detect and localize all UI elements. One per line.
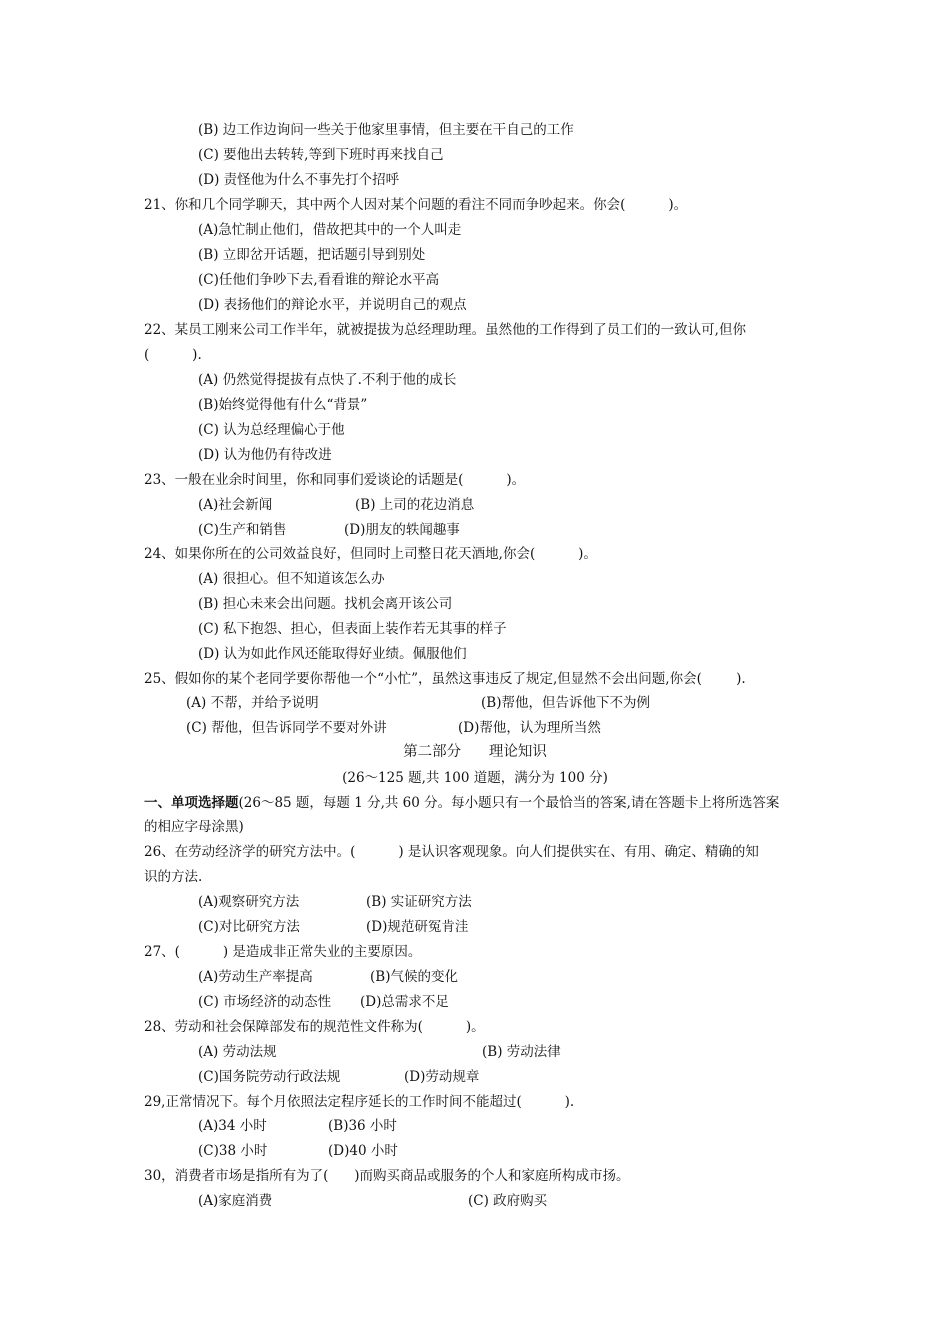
q29-option-c: (C)38 小时 bbox=[198, 1143, 268, 1159]
q25-stem: 25、假如你的某个老同学要你帮他一个“小忙”，虽然这事违反了规定,但显然不会出问题,你会( ). bbox=[144, 671, 746, 687]
section1-instruction: (26～85 题，每题 1 分,共 60 分。每小题只有一个最恰当的答案,请在答题卡上将所选答案 bbox=[238, 795, 780, 811]
q26-stem-line2: 识的方法. bbox=[144, 869, 203, 885]
q29-option-a: (A)34 小时 bbox=[198, 1118, 267, 1134]
q26-option-b: (B) 实证研究方法 bbox=[366, 894, 472, 910]
section1-instruction-line1 bbox=[144, 794, 779, 812]
q20-option-b: (B) 边工作边询问一些关于他家里事情，但主要在干自己的工作 bbox=[198, 122, 574, 138]
q27-option-a: (A)劳动生产率提高 bbox=[198, 969, 313, 985]
q29-stem: 29,正常情况下。每个月依照法定程序延长的工作时间不能超过( ). bbox=[144, 1094, 575, 1110]
q22-option-c: (C) 认为总经理偏心于他 bbox=[198, 422, 345, 438]
q23-option-c: (C)生产和销售 bbox=[198, 522, 287, 538]
q27-option-b: (B)气候的变化 bbox=[370, 969, 458, 985]
q22-stem-line2: ( ). bbox=[144, 347, 202, 363]
q21-option-a: (A)急忙制止他们，借故把其中的一个人叫走 bbox=[198, 222, 462, 238]
q24-option-b: (B) 担心未来会出问题。找机会离开该公司 bbox=[198, 596, 453, 612]
q28-option-b: (B) 劳动法律 bbox=[482, 1044, 561, 1060]
q20-option-d: (D) 责怪他为什么不事先打个招呼 bbox=[198, 172, 400, 188]
q24-option-a: (A) 很担心。但不知道该怎么办 bbox=[198, 571, 385, 587]
q22-option-a: (A) 仍然觉得提拔有点快了.不利于他的成长 bbox=[198, 372, 457, 388]
q22-option-d: (D) 认为他仍有待改进 bbox=[198, 447, 332, 463]
q20-option-c: (C) 要他出去转转,等到下班时再来找自己 bbox=[198, 147, 444, 163]
part2-title: 第二部分 理论知识 bbox=[403, 744, 547, 760]
q27-option-c: (C) 市场经济的动态性 bbox=[198, 994, 332, 1010]
q26-option-a: (A)观察研究方法 bbox=[198, 894, 300, 910]
q28-option-c: (C)国务院劳动行政法规 bbox=[198, 1069, 341, 1085]
q24-option-d: (D) 认为如此作风还能取得好业绩。佩服他们 bbox=[198, 646, 467, 662]
q28-option-a: (A) 劳动法规 bbox=[198, 1044, 277, 1060]
q21-option-c: (C)任他们争吵下去,看看谁的辩论水平高 bbox=[198, 272, 440, 288]
section1-heading: 一、单项选择题 bbox=[144, 795, 239, 811]
q30-stem: 30，消费者市场是指所有为了( )而购买商品或服务的个人和家庭所构成市扬。 bbox=[144, 1168, 630, 1184]
q28-stem: 28、劳动和社会保障部发布的规范性文件称为( )。 bbox=[144, 1019, 485, 1035]
q23-option-a: (A)社会新闻 bbox=[198, 497, 273, 513]
q25-option-d: (D)帮他，认为理所当然 bbox=[458, 720, 601, 736]
q21-option-d: (D) 表扬他们的辩论水平，并说明自己的观点 bbox=[198, 297, 467, 313]
part2-subtitle: (26～125 题,共 100 道题，满分为 100 分) bbox=[342, 770, 608, 786]
q23-option-b: (B) 上司的花边消息 bbox=[355, 497, 475, 513]
q26-stem-line1: 26、在劳动经济学的研究方法中。( ) 是认识客观现象。向人们提供实在、有用、确定、精确的知 bbox=[144, 844, 759, 860]
q25-option-b: (B)帮他，但告诉他下不为例 bbox=[481, 695, 650, 711]
q29-option-d: (D)40 小时 bbox=[328, 1143, 398, 1159]
q27-option-d: (D)总需求不足 bbox=[360, 994, 449, 1010]
q26-option-c: (C)对比研究方法 bbox=[198, 919, 300, 935]
q27-stem: 27、( ) 是造成非正常失业的主要原因。 bbox=[144, 944, 422, 960]
q28-option-d: (D)劳动规章 bbox=[404, 1069, 480, 1085]
q29-option-b: (B)36 小时 bbox=[328, 1118, 397, 1134]
q23-stem: 23、一般在业余时间里，你和同事们爱谈论的话题是( )。 bbox=[144, 472, 526, 488]
q25-option-c: (C) 帮他，但告诉同学不要对外讲 bbox=[186, 720, 387, 736]
q21-option-b: (B) 立即岔开话题，把话题引导到别处 bbox=[198, 247, 426, 263]
section1-instruction-line2: 的相应字母涂黑) bbox=[144, 819, 244, 835]
q24-option-c: (C) 私下抱怨、担心，但表面上装作若无其事的样子 bbox=[198, 621, 507, 637]
q26-option-d: (D)规范研冤肯洼 bbox=[366, 919, 469, 935]
q24-stem: 24、如果你所在的公司效益良好，但同时上司整日花天酒地,你会( )。 bbox=[144, 546, 597, 562]
q23-option-d: (D)朋友的轶闻趣事 bbox=[344, 522, 460, 538]
q22-option-b: (B)始终觉得他有什么“背景” bbox=[198, 397, 368, 413]
q25-option-a: (A) 不帮，并给予说明 bbox=[186, 695, 319, 711]
q30-option-a: (A)家庭消费 bbox=[198, 1193, 273, 1209]
q22-stem-line1: 22、某员工刚来公司工作半年，就被提拔为总经理助理。虽然他的工作得到了员工们的一致认可,但你 bbox=[144, 322, 746, 338]
q21-stem: 21、你和几个同学聊天，其中两个人因对某个问题的看注不同而争吵起来。你会( )。 bbox=[144, 197, 688, 213]
q30-option-c: (C) 政府购买 bbox=[468, 1193, 548, 1209]
